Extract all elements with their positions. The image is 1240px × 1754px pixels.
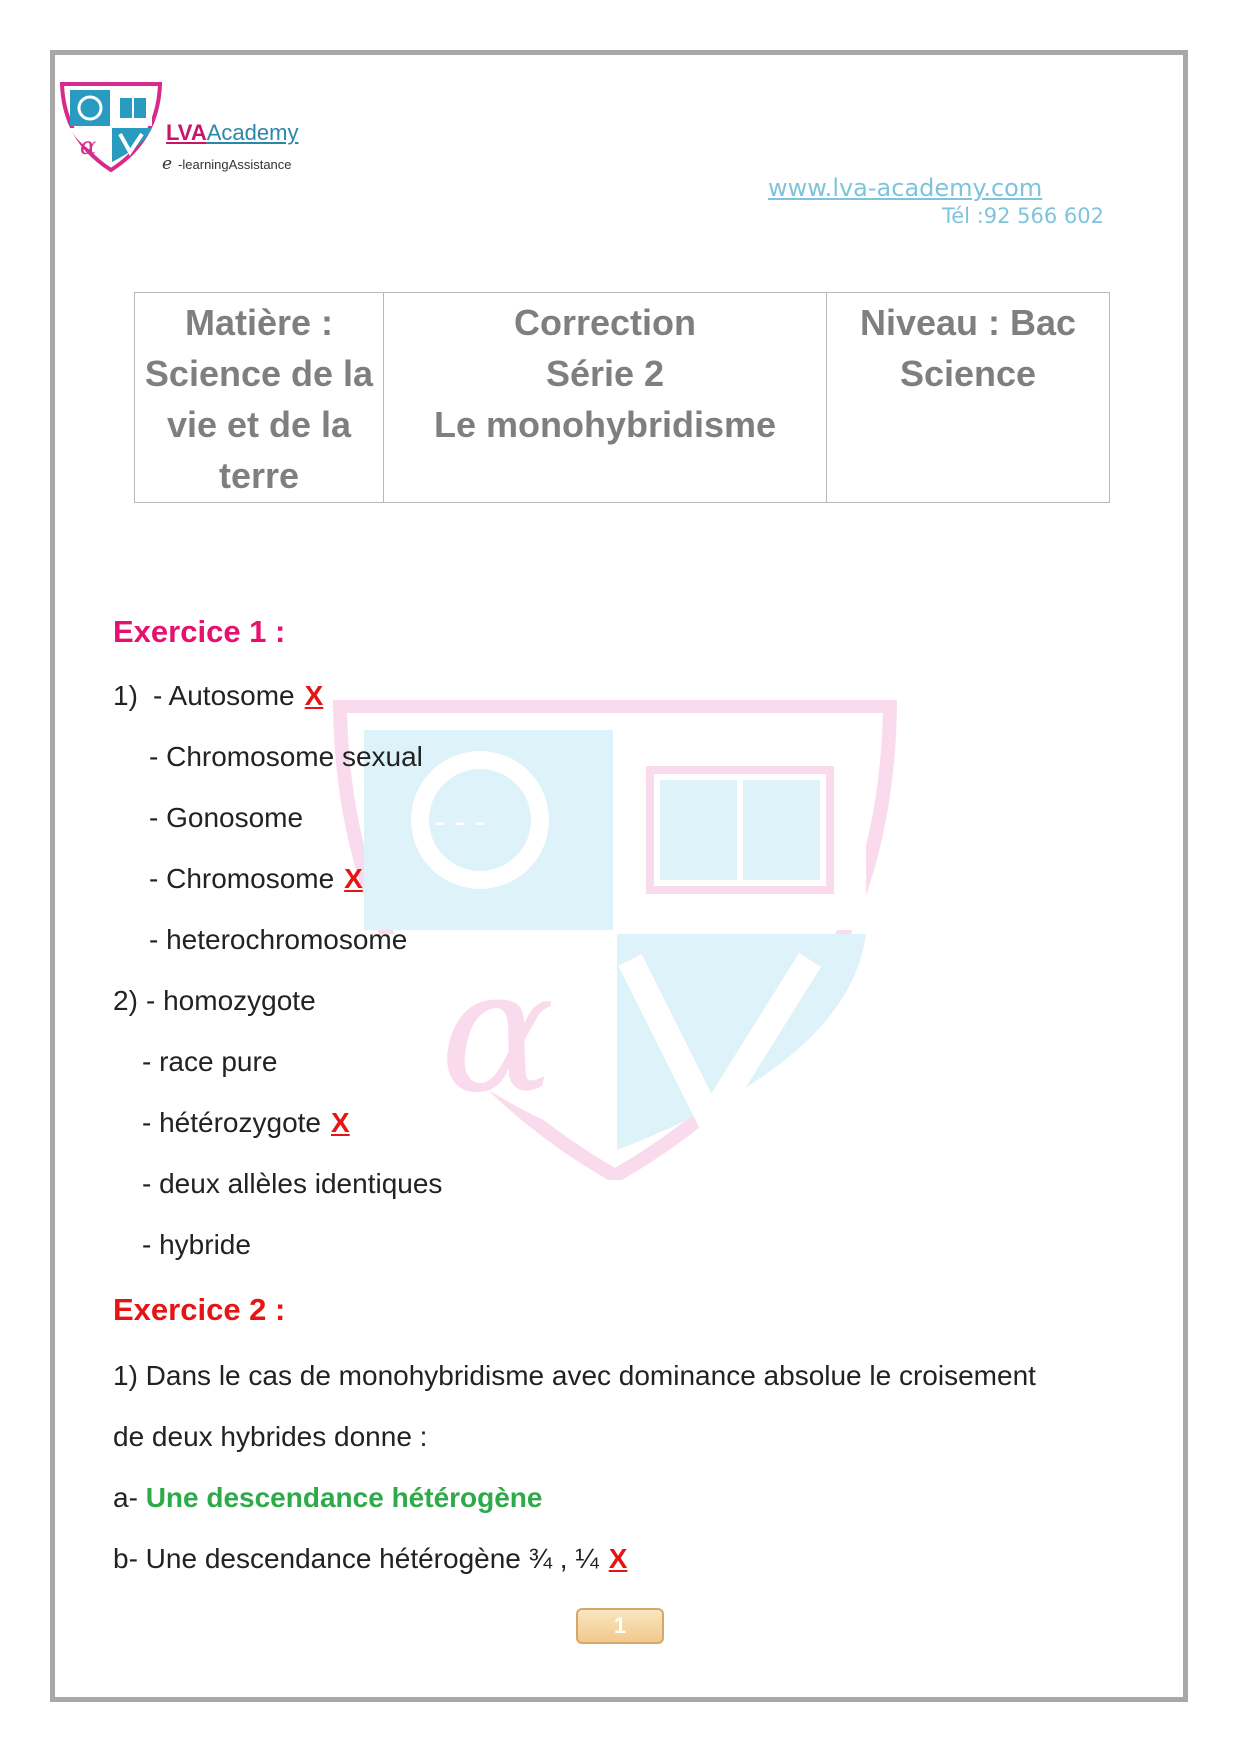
ex1-q2-item: - deux allèles identiques [142, 1168, 443, 1199]
ex1-q2-item: - hybride [142, 1229, 251, 1260]
ex1-q2-item [142, 1107, 350, 1139]
brand-name [166, 120, 298, 146]
wrong-mark: X [344, 863, 363, 894]
level-cell: Niveau : Bac Science [827, 293, 1110, 503]
svg-text:- - -: - - - [434, 805, 486, 840]
brand-tagline [162, 154, 292, 174]
ex2-q1-line2: de deux hybrides donne : [113, 1421, 428, 1452]
wrong-mark: X [608, 1543, 628, 1574]
ex1-q2-item: - homozygote [146, 985, 316, 1016]
exercise1-title: Exercice 1 : [113, 614, 286, 649]
brand-lva: LVA [166, 120, 207, 145]
answer-a-correct: Une descendance hétérogène [145, 1482, 543, 1513]
ex1-q1-item: - heterochromosome [149, 924, 408, 955]
wrong-mark: X [331, 1107, 350, 1138]
ex1-q1-item [149, 863, 363, 895]
answer-a-prefix: a- [113, 1482, 138, 1513]
exercise2-title: Exercice 2 : [113, 1292, 286, 1327]
subject-cell: Matière : Science de la vie et de la terre [135, 293, 384, 503]
website-link[interactable]: www.lva-academy.com [768, 174, 1043, 202]
telephone: Tél :92 566 602 [942, 204, 1105, 228]
svg-text:α: α [440, 933, 555, 1131]
tagline-text: -learningAssistance [178, 157, 292, 172]
ex1-q1-item [153, 680, 323, 712]
ex2-answer-b [113, 1543, 627, 1575]
ex1-q2-item: - race pure [142, 1046, 278, 1077]
wrong-mark: X [304, 680, 324, 711]
answer-b-text: b- Une descendance hétérogène ¾ , ¼ [113, 1543, 599, 1574]
header-table [134, 292, 1110, 503]
lva-logo-shield [58, 80, 164, 172]
ex1-q1-item-text: - Chromosome [149, 863, 335, 894]
ex1-q1-number: 1) [113, 680, 138, 711]
ex1-q2-item-text: - hétérozygote [142, 1107, 321, 1138]
ex1-q1-item-text: - Autosome [153, 680, 295, 711]
ex2-answer-a [113, 1482, 543, 1514]
title-cell: Correction Série 2 Le monohybridisme [384, 293, 827, 503]
page-number: 1 [576, 1608, 664, 1644]
ex1-q2-number: 2) [113, 985, 138, 1016]
tagline-e: e [162, 154, 173, 174]
ex1-q1-item: - Chromosome sexual [149, 741, 423, 772]
ex1-q1-item: - Gonosome [149, 802, 304, 833]
svg-text:α: α [80, 132, 97, 160]
ex2-q1-line1: 1) Dans le cas de monohybridisme avec dominance absolue le croisement [113, 1360, 1036, 1391]
brand-academy: Academy [206, 120, 299, 145]
